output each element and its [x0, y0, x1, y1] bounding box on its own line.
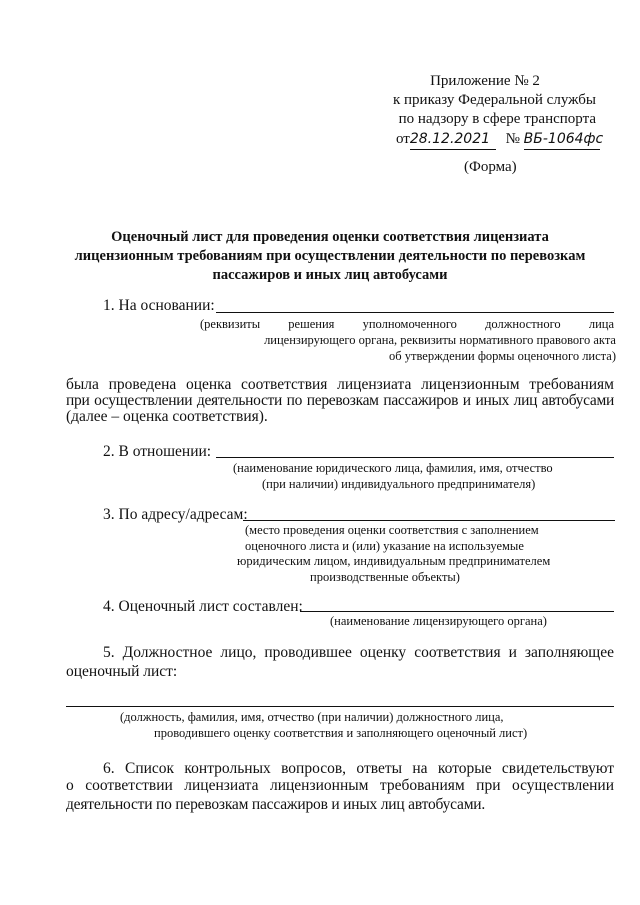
section2-hint-1: (наименование юридического лица, фамилия, имя, отчество: [233, 461, 553, 475]
appendix-header: [380, 72, 604, 150]
section2-hint-2: (при наличии) индивидуального предпринимателя): [262, 477, 536, 491]
section5-hint-1: (должность, фамилия, имя, отчество (при наличии) должностного лица,: [120, 710, 504, 724]
section3-label: 3. По адресу/адресам:: [103, 506, 248, 523]
section1-hint-2: лицензирующего органа, реквизиты нормативного правового акта: [264, 333, 616, 347]
title-line-3: пассажиров и иных лиц автобусами: [212, 267, 448, 283]
section5-fill-line: [66, 706, 614, 707]
section1-para-3: (далее – оценка соответствия).: [66, 408, 268, 425]
title-line-2: лицензионным требованиям при осуществлении деятельности по перевозкам: [74, 248, 586, 264]
number-prefix: №: [505, 131, 520, 147]
date-prefix: от: [396, 131, 410, 147]
section6-line-1: 6. Список контрольных вопросов, ответы на которые свидетельствуют: [103, 760, 614, 777]
order-line: к приказу Федеральной службы: [392, 92, 596, 108]
order-number: ВБ-1064фс: [524, 130, 600, 150]
title-line-1: Оценочный лист для проведения оценки соответствия лицензиата: [111, 229, 549, 245]
section4-label: 4. Оценочный лист составлен:: [103, 598, 303, 615]
section4-hint-1: (наименование лицензирующего органа): [330, 614, 547, 628]
section4-fill-line: [300, 611, 614, 612]
section1-label: 1. На основании:: [103, 297, 215, 314]
section1-para-1: была проведена оценка соответствия лицензиата лицензионным требованиям: [66, 376, 614, 393]
section1-para-2: при осуществлении деятельности по перевозкам пассажиров и иных лиц автобусами: [66, 392, 614, 409]
appendix-number: Приложение № 2: [430, 73, 540, 89]
section1-fill-line: [216, 312, 614, 313]
section1-hint-1: (реквизиты решения уполномоченного должностного лица: [200, 317, 614, 331]
section3-hint-1: (место проведения оценки соответствия с заполнением: [245, 523, 539, 537]
agency-line: по надзору в сфере транспорта: [398, 111, 596, 127]
section5-hint-2: проводившего оценку соответствия и заполняющего оценочный лист): [154, 726, 528, 740]
section3-hint-4: производственные объекты): [310, 570, 460, 584]
section3-hint-2: оценочного листа и (или) указание на используемые: [245, 539, 524, 553]
section2-label: 2. В отношении:: [103, 443, 212, 460]
date-number-line: [396, 130, 604, 150]
order-date: 28.12.2021: [410, 130, 496, 150]
form-label: (Форма): [464, 159, 517, 175]
section2-fill-line: [216, 457, 614, 458]
section6-line-3: деятельности по перевозкам пассажиров и иных лиц автобусами.: [66, 796, 486, 813]
section3-fill-line: [243, 520, 615, 521]
section5-line-1: 5. Должностное лицо, проводившее оценку соответствия и заполняющее: [103, 644, 614, 661]
section6-line-2: о соответствии лицензиата лицензионным требованиям при осуществлении: [66, 777, 614, 794]
section5-line-2: оценочный лист:: [66, 663, 178, 680]
section3-hint-3: юридическим лицом, индивидуальным предпринимателем: [237, 554, 551, 568]
section1-hint-3: об утверждении формы оценочного листа): [389, 349, 616, 363]
document-title: [40, 228, 620, 285]
